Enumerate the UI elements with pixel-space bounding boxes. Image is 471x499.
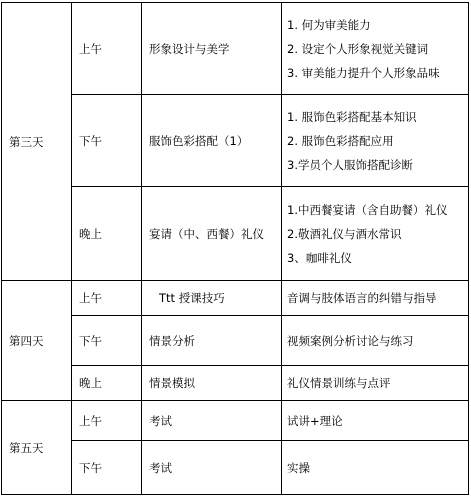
day-label-cell: [2, 401, 72, 495]
content-cell: [282, 281, 469, 316]
period-label: 晚上: [79, 226, 102, 241]
period-label: 上午: [79, 413, 102, 428]
topic-cell: [142, 187, 282, 281]
topic-label: 情景模拟: [149, 376, 195, 390]
table-row: [2, 281, 469, 316]
topic-label: 考试: [149, 413, 172, 428]
topic-label: 情景分析: [149, 333, 195, 348]
period-label: 下午: [79, 333, 102, 348]
table-row: [2, 366, 469, 401]
content-cell: [282, 316, 469, 366]
topic-cell: [142, 281, 282, 316]
table-row: [2, 95, 469, 187]
topic-label: 宴请（中、西餐）礼仪: [149, 226, 264, 241]
day-label-cell: [2, 3, 72, 281]
day-label-cell: [2, 281, 72, 401]
table-row: [2, 401, 469, 441]
period-cell: [72, 95, 142, 187]
period-label: 上午: [79, 41, 102, 56]
content-line: 音调与肢体语言的纠错与指导: [287, 291, 437, 305]
period-cell: [72, 401, 142, 441]
period-cell: [72, 441, 142, 495]
topic-cell: [142, 401, 282, 441]
period-cell: [72, 316, 142, 366]
content-cell: [282, 366, 469, 401]
content-line: 3. 审美能力提升个人形象品味: [287, 65, 440, 80]
content-cell: [282, 187, 469, 281]
period-label: 下午: [79, 460, 102, 475]
schedule-table: [1, 2, 469, 495]
topic-cell: [142, 366, 282, 401]
content-cell: [282, 3, 469, 95]
topic-cell: [142, 3, 282, 95]
content-line: 2. 服饰色彩搭配应用: [287, 133, 394, 148]
content-line: 1. 服饰色彩搭配基本知识: [287, 109, 417, 124]
content-line: 1. 何为审美能力: [287, 17, 371, 32]
day-label: 第三天: [9, 134, 44, 149]
period-cell: [72, 3, 142, 95]
topic-cell: [142, 441, 282, 495]
content-line: 2.敬酒礼仪与酒水常识: [287, 226, 402, 241]
content-cell: [282, 95, 469, 187]
content-line: 试讲+理论: [287, 413, 343, 428]
content-line: 2. 设定个人形象视觉关键词: [287, 41, 429, 56]
period-label: 晚上: [79, 376, 102, 390]
day-label: 第四天: [9, 333, 44, 348]
content-line: 1.中西餐宴请（含自助餐）礼仪: [287, 202, 448, 217]
content-line: 礼仪情景训练与点评: [287, 376, 391, 390]
topic-label: 服饰色彩搭配（1）: [149, 133, 249, 148]
table-row: [2, 441, 469, 495]
topic-cell: [142, 316, 282, 366]
table-row: [2, 3, 469, 95]
topic-label: Ttt 授课技巧: [159, 291, 225, 305]
period-label: 上午: [79, 291, 102, 305]
period-cell: [72, 187, 142, 281]
period-cell: [72, 366, 142, 401]
content-line: 3、咖啡礼仪: [287, 250, 352, 265]
period-cell: [72, 281, 142, 316]
topic-cell: [142, 95, 282, 187]
content-line: 实操: [287, 460, 310, 475]
content-line: 视频案例分析讨论与练习: [287, 333, 414, 348]
content-cell: [282, 401, 469, 441]
topic-label: 形象设计与美学: [149, 41, 230, 56]
topic-label: 考试: [149, 460, 172, 475]
period-label: 下午: [79, 133, 102, 148]
content-line: 3.学员个人服饰搭配诊断: [287, 157, 413, 172]
content-cell: [282, 441, 469, 495]
day-label: 第五天: [9, 440, 44, 455]
table-row: [2, 187, 469, 281]
table-row: [2, 316, 469, 366]
